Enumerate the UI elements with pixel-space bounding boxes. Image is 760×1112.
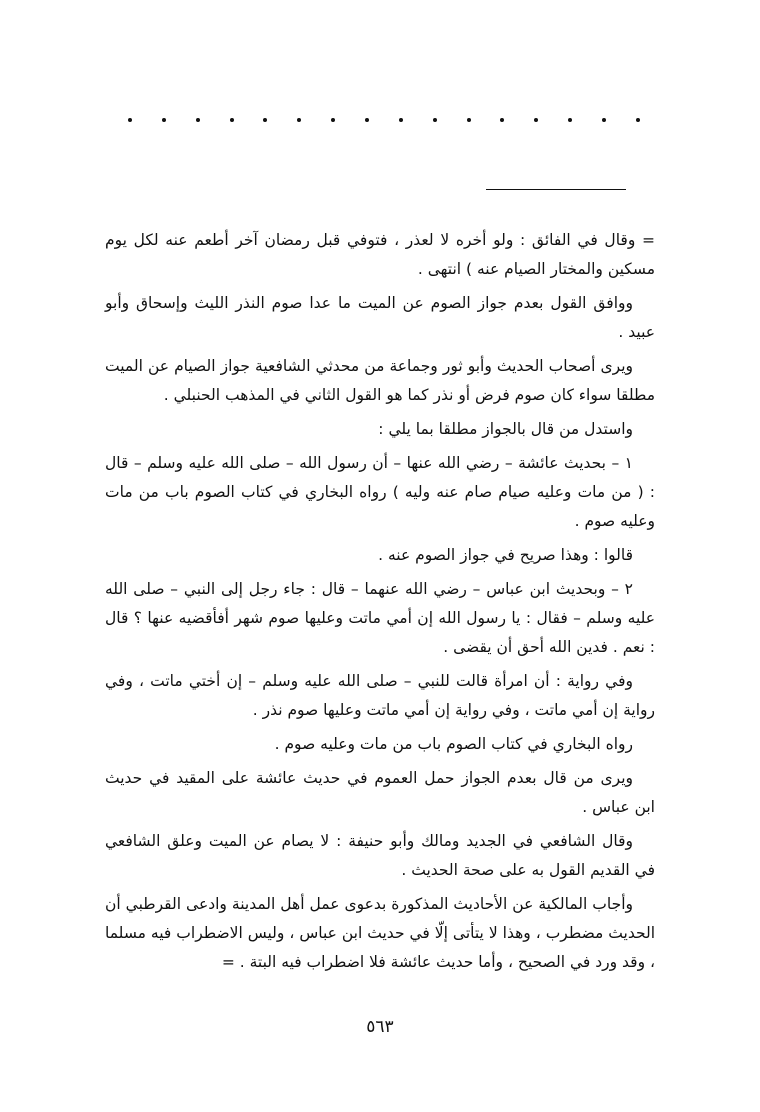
paragraph: رواه البخاري في كتاب الصوم باب من مات وعليه صوم . (274, 735, 633, 753)
ornament-dot (297, 118, 301, 122)
paragraph: واستدل من قال بالجواز مطلقا بما يلي : (378, 420, 633, 438)
ornamental-dots (128, 118, 640, 122)
paragraph: ١ – بحديث عائشة – رضي الله عنها – أن رسول الله – صلى الله عليه وسلم – قال : ( من مات وعليه صيام صام عنه وليه ) رواه البخاري في كتاب الصوم باب من مات وعليه صوم . (105, 454, 655, 530)
ornament-dot (230, 118, 234, 122)
ornament-dot (500, 118, 504, 122)
ornament-dot (636, 118, 640, 122)
ornament-dot (399, 118, 403, 122)
paragraph: ويرى أصحاب الحديث وأبو ثور وجماعة من محدثي الشافعية جواز الصيام عن الميت مطلقا سواء كان صوم فرض أو نذر كما هو القول الثاني في المذهب الحنبلي . (105, 357, 655, 404)
ornament-dot (467, 118, 471, 122)
ornament-dot (534, 118, 538, 122)
ornament-dot (433, 118, 437, 122)
paragraph: ويرى من قال بعدم الجواز حمل العموم في حديث عائشة على المقيد في حديث ابن عباس . (105, 769, 655, 816)
ornament-dot (162, 118, 166, 122)
ornament-dot (196, 118, 200, 122)
paragraph: = وقال في الفائق : ولو أخره لا لعذر ، فتوفي قبل رمضان آخر أطعم عنه لكل يوم مسكين والمختار الصيام عنه ) انتهى . (105, 231, 655, 278)
paragraph: قالوا : وهذا صريح في جواز الصوم عنه . (378, 546, 633, 564)
paragraph: ٢ – وبحديث ابن عباس – رضي الله عنهما – قال : جاء رجل إلى النبي – صلى الله عليه وسلم – فقال : يا رسول الله إن أمي ماتت وعليها صوم شهر أفأقضيه عنها ؟ قال : نعم . فدين الله أحق أن يقضى . (105, 580, 655, 656)
ornament-dot (365, 118, 369, 122)
ornament-dot (331, 118, 335, 122)
paragraph: وفي رواية : أن امرأة قالت للنبي – صلى الله عليه وسلم – إن أختي ماتت ، وفي رواية إن أمي ماتت ، وفي رواية إن أمي ماتت وعليها صوم نذر . (105, 672, 655, 719)
ornament-dot (602, 118, 606, 122)
paragraph: وأجاب المالكية عن الأحاديث المذكورة بدعوى عمل أهل المدينة وادعى القرطبي أن الحديث مضطرب ، وهذا لا يتأتى إلّا في حديث ابن عباس ، وليس الاضطراب فيه مسلما ، وقد ورد في الصحيح ، وأما حديث عائشة فلا اضطراب فيه البتة . = (105, 895, 655, 971)
footnote-body (105, 226, 655, 982)
ornament-dot (128, 118, 132, 122)
page-number: ٥٦٣ (366, 1017, 394, 1037)
paragraph: ووافق القول بعدم جواز الصوم عن الميت ما عدا صوم النذر الليث وإسحاق وأبو عبيد . (105, 294, 655, 341)
paragraph: وقال الشافعي في الجديد ومالك وأبو حنيفة : لا يصام عن الميت وعلق الشافعي في القديم القول به على صحة الحديث . (105, 832, 655, 879)
footnote-separator (486, 189, 626, 190)
ornament-dot (568, 118, 572, 122)
ornament-dot (263, 118, 267, 122)
